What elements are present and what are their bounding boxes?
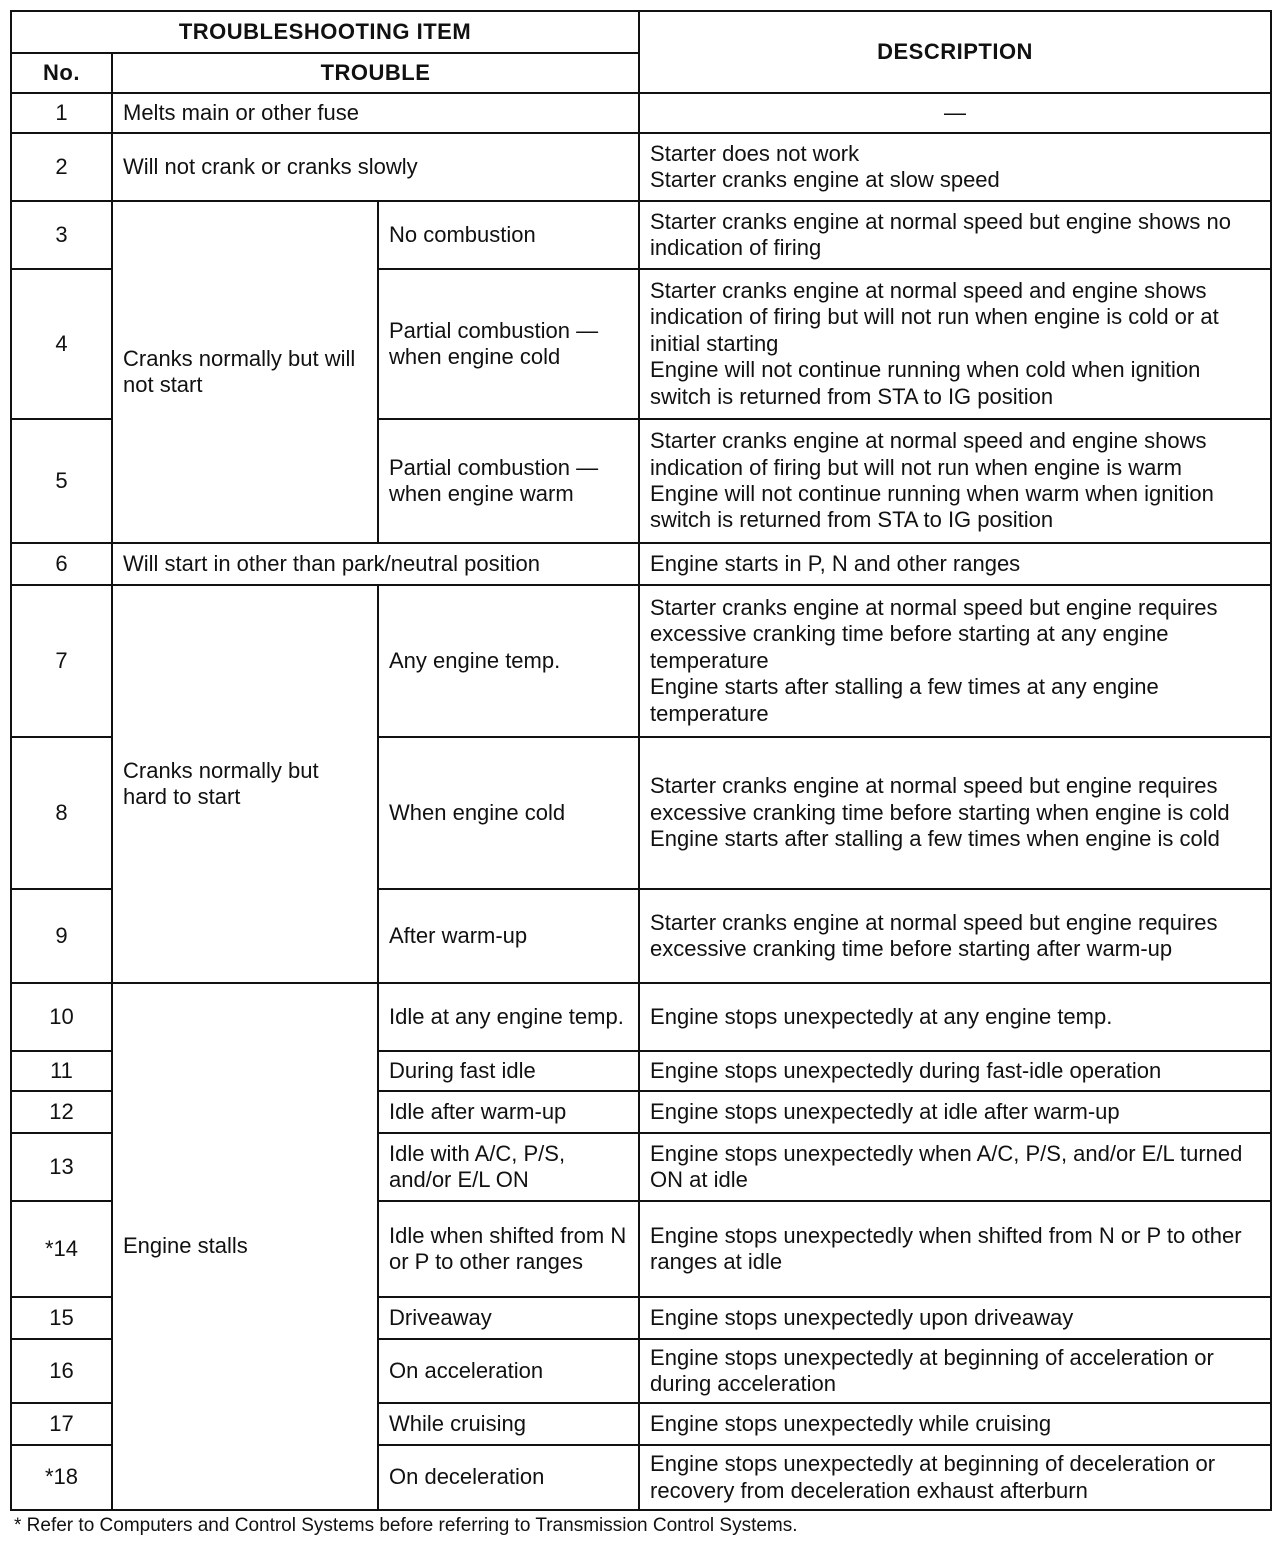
description-line: Engine stops unexpectedly at beginning of deceleration or recovery from deceleration exhaust afterburn (650, 1451, 1216, 1503)
trouble-cell: Any engine temp. (378, 585, 639, 737)
category-cell-no-start: Cranks normally but will not start (112, 201, 378, 543)
table-row (11, 133, 1271, 201)
table-row (11, 93, 1271, 133)
trouble-cell: After warm-up (378, 889, 639, 983)
description-line: Engine stops unexpectedly upon driveaway (650, 1304, 1074, 1330)
row-number: 9 (11, 889, 112, 983)
troubleshooting-table (10, 10, 1272, 1511)
description-cell (639, 133, 1271, 201)
row-number: 3 (11, 201, 112, 269)
description-line: Engine stops unexpectedly at beginning of acceleration or during acceleration (650, 1344, 1214, 1396)
description-cell (639, 419, 1271, 543)
description-line: Engine starts in P, N and other ranges (650, 550, 1021, 576)
row-number: *18 (11, 1445, 112, 1510)
description-line: Engine stops unexpectedly when shifted from N or P to other ranges at idle (650, 1222, 1242, 1274)
description-line: Engine stops unexpectedly while cruising (650, 1410, 1052, 1436)
row-number: 15 (11, 1297, 112, 1339)
category-cell-stalls: Engine stalls (112, 983, 378, 1510)
trouble-cell: While cruising (378, 1403, 639, 1445)
trouble-cell: Partial combustion — when engine cold (378, 269, 639, 419)
description-cell (639, 1091, 1271, 1133)
row-number: 4 (11, 269, 112, 419)
row-number: 1 (11, 93, 112, 133)
description-cell (639, 737, 1271, 889)
row-number: 16 (11, 1339, 112, 1403)
description-line: Starter cranks engine at normal speed and engine shows indication of firing but will not run when engine is cold or at initial starting (650, 278, 1219, 356)
no-header: No. (11, 53, 112, 93)
description-line: Engine will not continue running when warm when ignition switch is returned from STA to IG position (650, 481, 1214, 533)
row-number: 2 (11, 133, 112, 201)
description-line: Starter cranks engine at normal speed but engine requires excessive cranking time before starting after warm-up (650, 909, 1218, 961)
description-line: Engine stops unexpectedly at any engine temp. (650, 1003, 1113, 1029)
trouble-cell: During fast idle (378, 1051, 639, 1091)
table-row (11, 543, 1271, 585)
trouble-cell: No combustion (378, 201, 639, 269)
description-cell (639, 269, 1271, 419)
description-line: Starter cranks engine at normal speed but engine requires excessive cranking time before starting when engine is cold (650, 773, 1230, 825)
description-line: Engine starts after stalling a few times when engine is cold (650, 826, 1220, 852)
description-line: Starter cranks engine at normal speed and engine shows indication of firing but will not run when engine is warm (650, 428, 1207, 480)
description-line: Starter cranks engine at slow speed (650, 167, 1000, 192)
trouble-cell: Will start in other than park/neutral position (112, 543, 639, 585)
trouble-cell: Idle with A/C, P/S, and/or E/L ON (378, 1133, 639, 1201)
row-number: 8 (11, 737, 112, 889)
description-line: Starter cranks engine at normal speed but engine shows no indication of firing (650, 208, 1231, 260)
trouble-cell: On acceleration (378, 1339, 639, 1403)
description-cell (639, 1297, 1271, 1339)
row-number: 10 (11, 983, 112, 1051)
description-cell (639, 1339, 1271, 1403)
row-number: 17 (11, 1403, 112, 1445)
row-number: 13 (11, 1133, 112, 1201)
description-line: Engine starts after stalling a few times at any engine temperature (650, 674, 1159, 726)
trouble-cell: Idle after warm-up (378, 1091, 639, 1133)
description-cell: — (639, 93, 1271, 133)
trouble-cell: On deceleration (378, 1445, 639, 1510)
description-cell (639, 201, 1271, 269)
row-number: 11 (11, 1051, 112, 1091)
row-number: 5 (11, 419, 112, 543)
trouble-cell: Melts main or other fuse (112, 93, 639, 133)
description-cell (639, 1051, 1271, 1091)
footnote: * Refer to Computers and Control Systems before referring to Transmission Control Systems. (14, 1515, 798, 1536)
description-cell (639, 1445, 1271, 1510)
row-number: *14 (11, 1201, 112, 1297)
description-line: Engine stops unexpectedly when A/C, P/S, and/or E/L turned ON at idle (650, 1140, 1243, 1192)
description-cell (639, 889, 1271, 983)
table-row (11, 585, 1271, 737)
trouble-cell: Idle at any engine temp. (378, 983, 639, 1051)
description-cell (639, 543, 1271, 585)
description-line: Starter cranks engine at normal speed but engine requires excessive cranking time before starting at any engine temperature (650, 595, 1218, 673)
trouble-cell: Partial combustion — when engine warm (378, 419, 639, 543)
row-number: 6 (11, 543, 112, 585)
description-cell (639, 1133, 1271, 1201)
description-line: Starter does not work (650, 140, 860, 166)
troubleshooting-item-header: TROUBLESHOOTING ITEM (11, 11, 639, 53)
row-number: 7 (11, 585, 112, 737)
description-line: Engine stops unexpectedly at idle after warm-up (650, 1098, 1120, 1124)
table-row (11, 201, 1271, 269)
description-cell (639, 983, 1271, 1051)
description-header: DESCRIPTION (639, 11, 1271, 93)
description-cell (639, 1403, 1271, 1445)
row-number: 12 (11, 1091, 112, 1133)
trouble-cell: Idle when shifted from N or P to other ranges (378, 1201, 639, 1297)
category-cell-hard-start: Cranks normally but hard to start (112, 585, 378, 983)
description-cell (639, 585, 1271, 737)
trouble-cell: Will not crank or cranks slowly (112, 133, 639, 201)
description-cell (639, 1201, 1271, 1297)
table-row (11, 983, 1271, 1051)
trouble-cell: Driveaway (378, 1297, 639, 1339)
description-line: Engine will not continue running when cold when ignition switch is returned from STA to IG position (650, 357, 1201, 409)
trouble-cell: When engine cold (378, 737, 639, 889)
trouble-header: TROUBLE (112, 53, 639, 93)
description-line: Engine stops unexpectedly during fast-idle operation (650, 1057, 1162, 1083)
